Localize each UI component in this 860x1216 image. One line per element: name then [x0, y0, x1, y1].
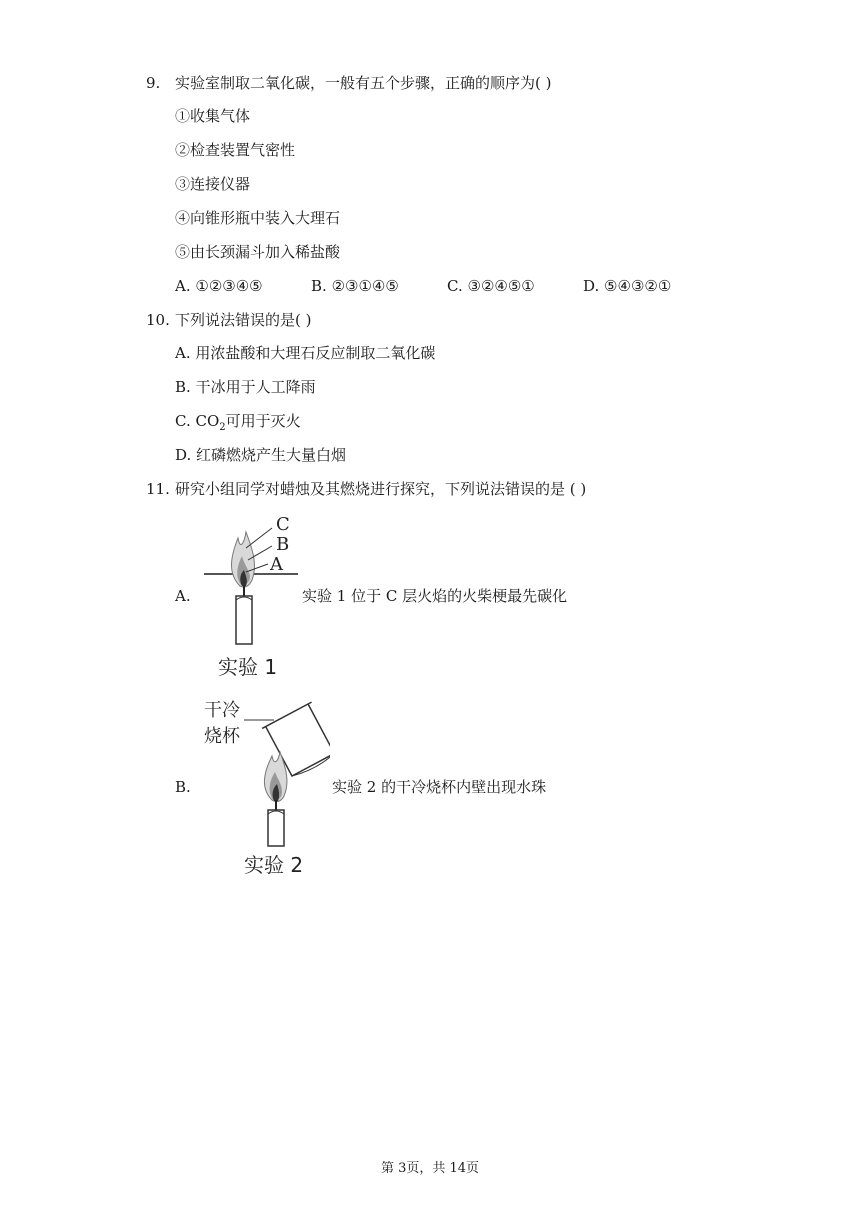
experiment-1-caption: 实验 1 — [218, 655, 278, 679]
option-text: ①②③④⑤ — [195, 277, 263, 295]
option-label: A. — [175, 277, 191, 295]
option-text: 干冰用于人工降雨 — [195, 378, 316, 396]
flame-label-b: B — [276, 534, 290, 555]
q11-option-a-label[interactable]: A. — [175, 587, 191, 605]
q10-option-b[interactable] — [175, 377, 316, 397]
q11-option-b-text: 实验 2 的干冷烧杯内壁出现水珠 — [332, 778, 547, 796]
q11-option-a-text: 实验 1 位于 C 层火焰的火柴梗最先碳化 — [302, 587, 568, 605]
q10-option-a[interactable] — [175, 343, 435, 363]
beaker-label-line-1: 干冷 — [204, 700, 240, 721]
q10-option-d[interactable] — [175, 445, 346, 465]
q9-option-b[interactable] — [311, 276, 399, 296]
option-text: ③②④⑤① — [467, 277, 535, 295]
q9-step-4: ④向锥形瓶中装入大理石 — [175, 209, 341, 227]
option-label: A. — [175, 344, 191, 362]
experiment-2-caption: 实验 2 — [244, 853, 304, 877]
page-footer: 第 3页，共 14页 — [380, 1161, 480, 1176]
q9-step-2: ②检查装置气密性 — [175, 141, 296, 159]
option-label: D. — [583, 277, 600, 295]
q9-option-c[interactable] — [447, 276, 535, 296]
q9-step-1: ①收集气体 — [175, 107, 251, 125]
option-label: D. — [175, 446, 192, 464]
q9-number: 9. — [146, 74, 161, 92]
option-text: 用浓盐酸和大理石反应制取二氧化碳 — [195, 344, 436, 362]
q9-stem: 实验室制取二氧化碳，一般有五个步骤，正确的顺序为( ) — [175, 74, 552, 92]
q11-stem: 研究小组同学对蜡烛及其燃烧进行探究，下列说法错误的是 ( ) — [175, 480, 587, 498]
option-label: B. — [311, 277, 327, 295]
candle-experiment-1-figure — [200, 508, 300, 683]
q11-option-b-label[interactable]: B. — [175, 778, 191, 796]
candle-experiment-2-figure — [200, 690, 330, 882]
option-label: C. — [175, 412, 191, 430]
option-text: ②③①④⑤ — [331, 277, 399, 295]
q9-step-5: ⑤由长颈漏斗加入稀盐酸 — [175, 243, 341, 261]
option-text: $CO_2$可用于灭火 — [195, 412, 301, 433]
option-text: 红磷燃烧产生大量白烟 — [196, 446, 347, 464]
q9-step-3: ③连接仪器 — [175, 175, 251, 193]
beaker-label-line-2: 烧杯 — [204, 726, 240, 747]
option-label: C. — [447, 277, 463, 295]
q10-number: 10. — [146, 311, 170, 329]
option-text: ⑤④③②① — [604, 277, 672, 295]
q9-option-a[interactable] — [175, 276, 263, 296]
q11-number: 11. — [146, 480, 170, 498]
option-label: B. — [175, 378, 191, 396]
q10-stem: 下列说法错误的是( ) — [175, 311, 312, 329]
flame-label-c: C — [276, 514, 290, 535]
flame-label-a: A — [270, 554, 283, 575]
q9-option-d[interactable] — [583, 276, 671, 296]
q10-option-c[interactable] — [175, 411, 301, 438]
